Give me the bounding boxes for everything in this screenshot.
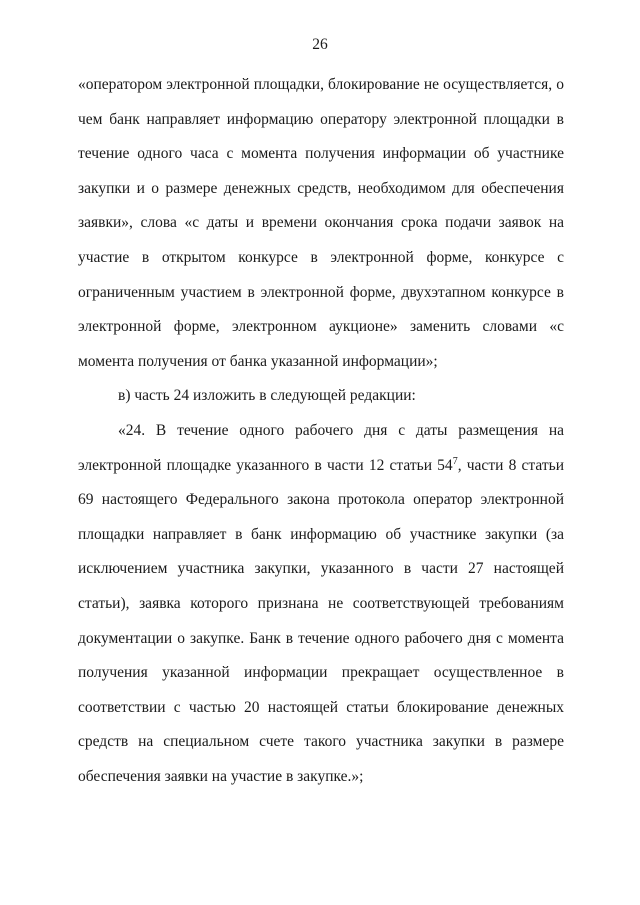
paragraph-part-24-text-start: «24. В течение одного рабочего дня с даты размещения на электронной площадке указанного в части 12 статьи 54 bbox=[78, 421, 564, 474]
superscript-index: 7 bbox=[452, 455, 458, 467]
paragraph-continuation: «оператором электронной площадки, блокирование не осуществляется, о чем банк направляет информацию оператору электронной площадки в течение одного часа с момента получения информации об участнике закупки и о размере денежных средств, необходимом для обеспечения заявки», слова «с даты и времени окончания срока подачи заявок на участие в открытом конкурсе в электронной форме, конкурсе с ограниченным участием в электронной форме, двухэтапном конкурсе в электронной форме, электронном аукционе» заменить словами «с момента получения от банка указанной информации»; bbox=[78, 76, 564, 370]
document-body bbox=[78, 68, 564, 794]
paragraph-part-24 bbox=[78, 414, 564, 795]
page-number: 26 bbox=[312, 36, 328, 53]
paragraph-part-24-text-end: , части 8 статьи 69 настоящего Федерального закона протокола оператор электронной площадки направляет в банк информацию об участнике закупки (за исключением участника закупки, указанного в части 27 настоящей статьи), заявка которого признана не соответствующей требованиям документации о закупке. Банк в течение одного рабочего дня с момента получения указанной информации прекращает осуществленное в соответствии с частью 20 настоящей статьи блокирование денежных средств на специальном счете такого участника закупки в размере обеспечения заявки на участие в закупке.»; bbox=[78, 456, 564, 785]
paragraph-item-v: в) часть 24 изложить в следующей редакции: bbox=[118, 387, 416, 405]
